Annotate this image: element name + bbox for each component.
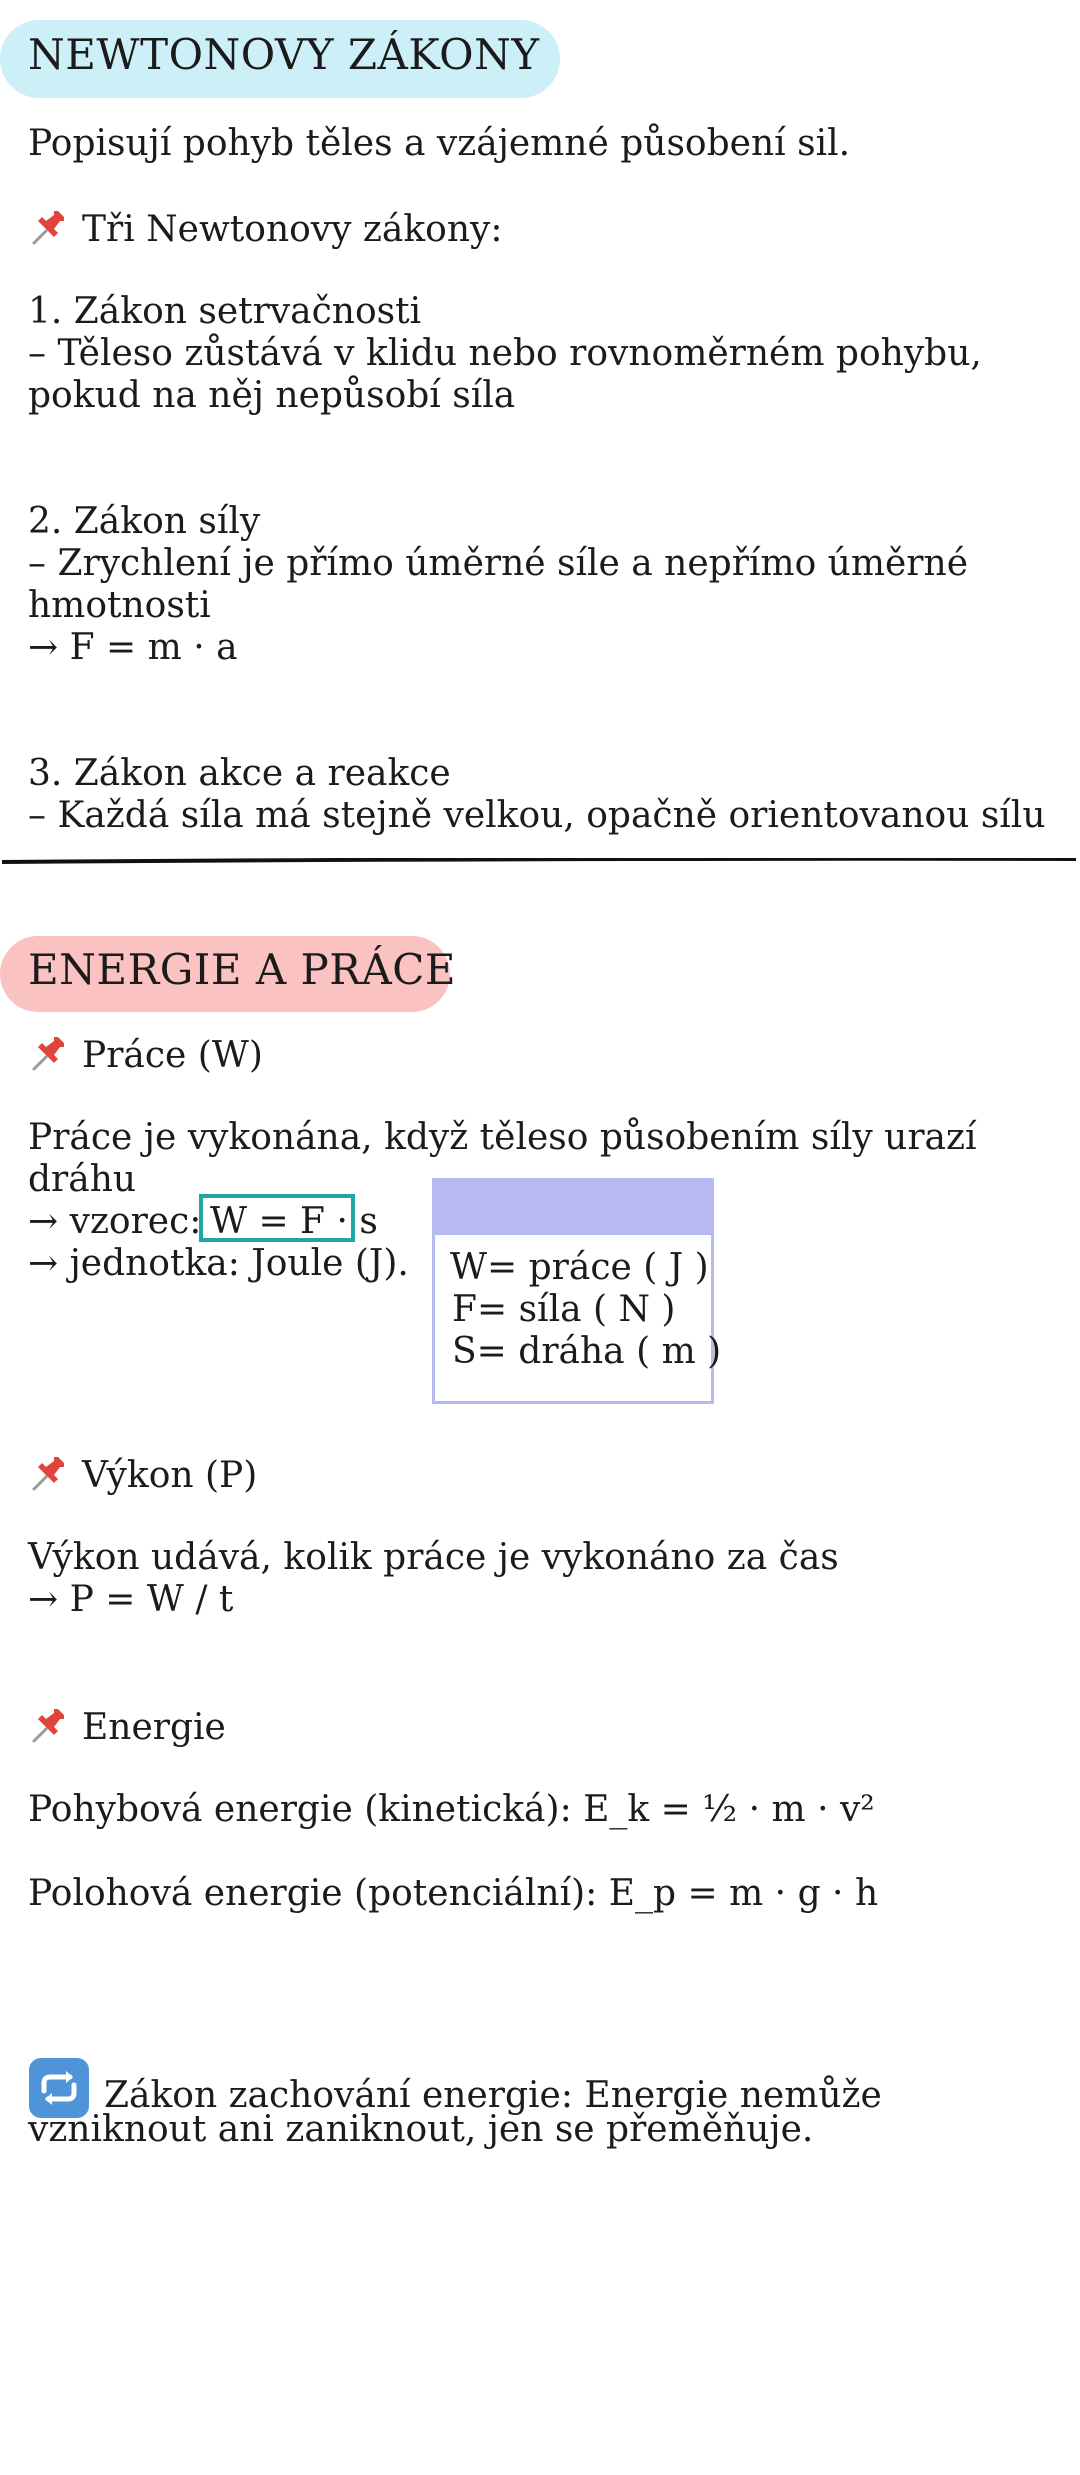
law2-title: 2. Zákon síly — [28, 501, 261, 542]
energy-kinetic: Pohybová energie (kinetická): E_k = ½ · m · v² — [28, 1789, 875, 1830]
law3-title: 3. Zákon akce a reakce — [28, 753, 451, 794]
work-formula: W = F · s — [210, 1201, 378, 1242]
legend-item-distance: S= dráha ( m ) — [452, 1331, 722, 1372]
legend-card-header — [435, 1181, 711, 1235]
law1-line1: – Těleso zůstává v klidu nebo rovnoměrném pohybu, — [28, 333, 982, 374]
power-formula: → P = W / t — [28, 1579, 234, 1620]
work-unit: → jednotka: Joule (J). — [28, 1243, 409, 1284]
pushpin-icon — [28, 1033, 72, 1073]
energy-header-label: Energie — [82, 1707, 226, 1748]
power-header-label: Výkon (P) — [82, 1455, 258, 1496]
work-header — [28, 1033, 263, 1077]
conservation-line1-label: Zákon zachování energie: Energie nemůže — [104, 2075, 882, 2116]
laws-header-label: Tři Newtonovy zákony: — [82, 209, 503, 250]
law2-formula: → F = m · a — [28, 627, 238, 668]
section-divider — [2, 858, 1076, 864]
power-line1: Výkon udává, kolik práce je vykonáno za čas — [28, 1537, 839, 1578]
work-header-label: Práce (W) — [82, 1035, 263, 1076]
pushpin-icon — [28, 1705, 72, 1745]
energy-header — [28, 1705, 226, 1749]
work-line1: Práce je vykonána, když těleso působením síly urazí — [28, 1117, 977, 1158]
newton-intro: Popisují pohyb těles a vzájemné působení sil. — [28, 123, 851, 164]
law1-title: 1. Zákon setrvačnosti — [28, 291, 422, 332]
legend-item-work: W= práce ( J ) — [450, 1247, 709, 1288]
energy-potential: Polohová energie (potenciální): E_p = m · g · h — [28, 1873, 879, 1914]
work-formula-prefix: → vzorec: — [28, 1201, 202, 1242]
section-title-energy: ENERGIE A PRÁCE — [28, 945, 457, 994]
legend-item-force: F= síla ( N ) — [452, 1289, 676, 1330]
pushpin-icon — [28, 1453, 72, 1493]
pushpin-icon — [28, 207, 72, 247]
law2-line1: – Zrychlení je přímo úměrné síle a nepřímo úměrné — [28, 543, 969, 584]
section-title-newton: NEWTONOVY ZÁKONY — [28, 30, 540, 79]
law3-line1: – Každá síla má stejně velkou, opačně orientovanou sílu — [28, 795, 1046, 836]
law2-line2: hmotnosti — [28, 585, 211, 626]
power-header — [28, 1453, 257, 1497]
conservation-line2: vzniknout ani zaniknout, jen se přeměňuje. — [28, 2109, 814, 2150]
law1-line2: pokud na něj nepůsobí síla — [28, 375, 516, 416]
work-line2: dráhu — [28, 1159, 137, 1200]
laws-header — [28, 207, 503, 251]
